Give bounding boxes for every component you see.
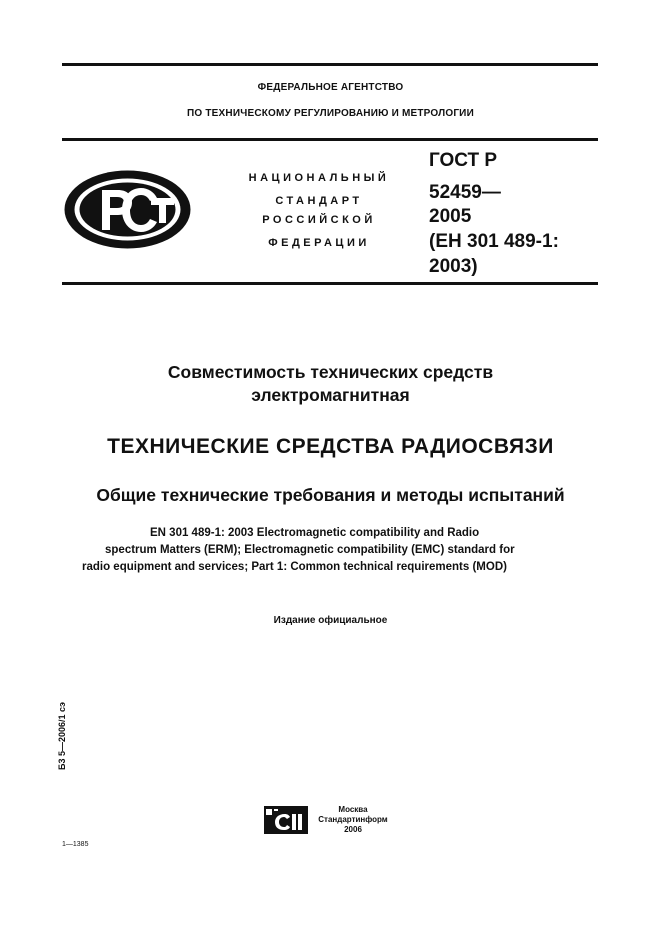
english-line-2: spectrum Matters (ERM); Electromagnetic compatibility (EMC) standard for (105, 544, 515, 556)
agency-line-1: ФЕДЕРАЛЬНОЕ АГЕНТСТВО (257, 82, 404, 93)
page-code: 1—1385 (62, 841, 89, 848)
designation-line-3: 2005 (429, 206, 472, 227)
designation-line-1: ГОСТ Р (429, 150, 498, 171)
designation-line-5: 2003) (429, 256, 478, 277)
top-rule (62, 63, 598, 66)
main-title: ТЕХНИЧЕСКИЕ СРЕДСТВА РАДИОСВЯЗИ (107, 435, 554, 458)
english-line-1: EN 301 489-1: 2003 Electromagnetic compatibility and Radio (150, 527, 480, 539)
subtitle: Общие технические требования и методы испытаний (96, 485, 565, 505)
publisher-year: 2006 (344, 825, 362, 834)
title-line-1: Совместимость технических средств (167, 362, 494, 382)
agency-line-2: ПО ТЕХНИЧЕСКОМУ РЕГУЛИРОВАНИЮ И МЕТРОЛОГИИ (187, 108, 474, 119)
header-rule (62, 138, 598, 141)
publisher-name: Стандартинформ (318, 815, 388, 824)
title-line-2: электромагнитная (251, 385, 410, 405)
standard-type-line-2: СТАНДАРТ (275, 195, 363, 207)
standard-type-line-3: РОССИЙСКОЙ (262, 214, 376, 226)
standard-type-line-4: ФЕДЕРАЦИИ (268, 237, 370, 249)
side-note: Б3 5—2006/1 сэ (57, 702, 67, 770)
header-bottom-rule (62, 282, 598, 285)
edition-label: Издание официальное (273, 615, 388, 626)
designation-line-2: 52459— (429, 182, 501, 203)
english-line-3: radio equipment and services; Part 1: Common technical requirements (MOD) (82, 561, 507, 573)
standartinform-logo-icon (264, 806, 308, 834)
rst-logo-icon (62, 168, 193, 251)
standard-type-line-1: НАЦИОНАЛЬНЫЙ (248, 172, 390, 184)
designation-line-4: (ЕН 301 489-1: (429, 231, 559, 252)
publisher-city: Москва (338, 805, 368, 814)
